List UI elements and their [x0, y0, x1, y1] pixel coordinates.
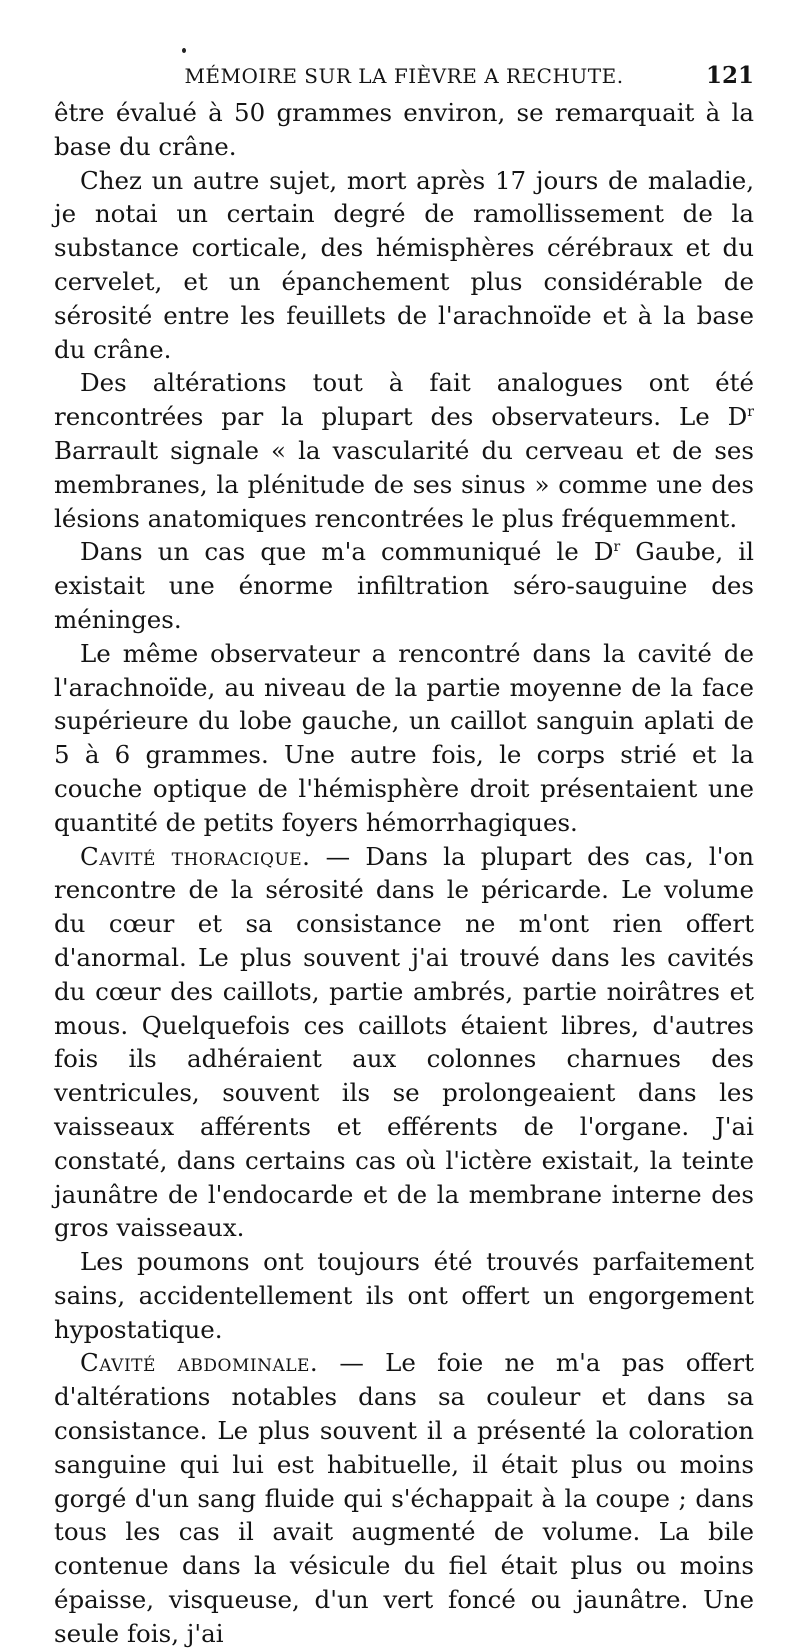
body-text: [54, 96, 754, 1651]
paragraph-text: Chez un autre sujet, mort après 17 jours de maladie, je notai un certain degré de ramollissement de la substance corticale, des hémisphères cérébraux et du cervelet, et un épanchement plus considérable de sérosité entre les feuillets de l'arachnoïde et à la base du crâne.: [54, 165, 754, 364]
superscript: r: [613, 539, 621, 556]
paragraph-text: — Le foie ne m'a pas offert d'altérations notables dans sa couleur et dans sa consistance. Le plus souvent il a présenté la coloration sanguine qui lui est habituelle, il était plus ou moins gorgé d'un sang fluide qui s'échappait à la coupe ; dans tous les cas il avait augmenté de volume. La bile contenue dans la vésicule du fiel était plus ou moins épaisse, visqueuse, d'un vert foncé ou jaunâtre. Une seule fois, j'ai: [54, 1348, 754, 1648]
paragraph-text: Dans un cas que m'a communiqué le D: [80, 537, 614, 567]
paragraph-text: être évalué à 50 grammes environ, se remarquait à la base du crâne.: [54, 98, 754, 161]
paragraph-4: [54, 535, 754, 636]
running-head: [54, 58, 754, 92]
paragraph-3: [54, 366, 754, 535]
paragraph-7: [54, 1245, 754, 1346]
paragraph-5: [54, 637, 754, 840]
paragraph-6: [54, 840, 754, 1246]
paragraph-1: [54, 96, 754, 164]
running-title: MÉMOIRE SUR LA FIÈVRE A RECHUTE.: [184, 64, 624, 88]
page-number: 121: [705, 62, 754, 89]
paragraph-text: Des altérations tout à fait analogues ont été rencontrées par la plupart des observateurs. Le D: [54, 368, 754, 432]
ink-speck: [182, 48, 186, 53]
paragraph-2: [54, 164, 754, 367]
section-heading: Cavité thoracique.: [80, 841, 311, 871]
paragraph-text: Les poumons ont toujours été trouvés parfaitement sains, accidentellement ils ont offert un engorgement hypostatique.: [54, 1247, 754, 1344]
section-heading: Cavité abdominale.: [80, 1348, 319, 1378]
paragraph-text: Le même observateur a rencontré dans la cavité de l'arachnoïde, au niveau de la partie moyenne de la face supérieure du lobe gauche, un caillot sanguin aplati de 5 à 6 grammes. Une autre fois, le corps strié et la couche optique de l'hémisphère droit présentaient une quantité de petits foyers hémorrhagiques.: [54, 638, 754, 837]
superscript: r: [747, 404, 754, 421]
paragraph-text: Barrault signale « la vascularité du cerveau et de ses membranes, la plénitude de ses sinus » comme une des lésions anatomiques rencontrées le plus fréquemment.: [54, 435, 754, 533]
paragraph-8: [54, 1346, 754, 1650]
book-page: [54, 58, 754, 1651]
paragraph-text: Gaube, il existait une énorme infiltration séro-sauguine des méninges.: [54, 537, 754, 634]
paragraph-text: — Dans la plupart des cas, l'on rencontre de la sérosité dans le péricarde. Le volume du cœur et sa consistance ne m'ont rien offert d'anormal. Le plus souvent j'ai trouvé dans les cavités du cœur des caillots, partie ambrés, partie noirâtres et mous. Quelquefois ces caillots étaient libres, d'autres fois ils adhéraient aux colonnes charnues des ventricules, souvent ils se prolongeaient dans les vaisseaux afférents et efférents de l'organe. J'ai constaté, dans certains cas où l'ictère existait, la teinte jaunâtre de l'endocarde et de la membrane interne des gros vaisseaux.: [54, 841, 754, 1243]
